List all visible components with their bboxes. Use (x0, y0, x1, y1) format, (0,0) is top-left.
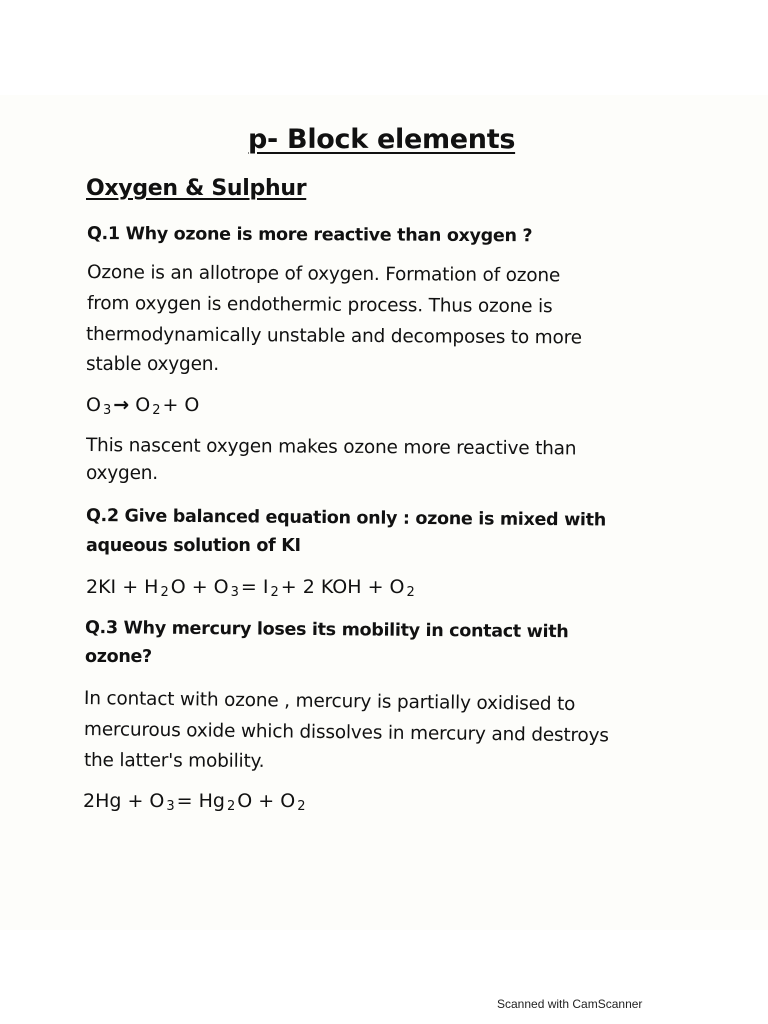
section-heading: Oxygen & Sulphur (86, 176, 307, 201)
eq2-sub-2: 3 (230, 585, 239, 600)
equation-1 (86, 394, 199, 416)
answer-3-line-2: mercurous oxide which dissolves in mercury and destroys (83, 719, 609, 747)
question-2-line-1: Q.2 Give balanced equation only : ozone is mixed with (85, 506, 606, 531)
eq3-sub-2: 2 (226, 799, 236, 814)
answer-1-line-2: from oxygen is endothermic process. Thus ozone is (86, 293, 553, 318)
eq2-sub-1: 2 (160, 585, 169, 600)
eq3-sub-3: 2 (297, 799, 306, 814)
scanner-watermark: Scanned with CamScanner (497, 997, 643, 1011)
eq2-sub-4: 2 (406, 585, 415, 600)
eq3-part-2: = Hg (176, 790, 225, 812)
page-title: p- Block elements (248, 124, 516, 155)
answer-3-line-1: In contact with ozone , mercury is partially oxidised to (83, 688, 576, 716)
question-3-line-2: ozone? (85, 647, 152, 667)
question-1: Q.1 Why ozone is more reactive than oxygen ? (86, 224, 533, 247)
eq2-part-4: + 2 KOH + O (280, 576, 405, 598)
eq3-part-3: O + O (237, 790, 296, 812)
eq1-o3: O (86, 394, 101, 416)
answer-3-line-3: the latter's mobility. (83, 750, 265, 772)
answer-1-line-1: Ozone is an allotrope of oxygen. Formation of ozone (86, 262, 561, 287)
eq1-o2: O (135, 394, 151, 416)
eq1-o2-sub: 2 (152, 403, 161, 418)
eq2-part-1: 2KI + H (86, 576, 159, 598)
equation-3 (83, 790, 307, 812)
followup-1-line-2: oxygen. (86, 463, 158, 484)
arrow-icon: → (113, 394, 130, 416)
eq2-part-2: O + O (170, 576, 229, 598)
answer-1-line-3: thermodynamically unstable and decomposes to more (85, 324, 582, 349)
eq2-sub-3: 2 (270, 585, 279, 600)
eq2-part-3: = I (240, 576, 269, 598)
eq1-o3-sub: 3 (102, 403, 112, 418)
equation-2 (86, 576, 417, 598)
answer-1-line-4: stable oxygen. (86, 354, 219, 375)
eq3-part-1: 2Hg + O (83, 790, 165, 812)
eq3-sub-1: 3 (166, 799, 175, 814)
eq1-rest: + O (162, 394, 200, 416)
question-2-line-2: aqueous solution of KI (86, 536, 301, 556)
question-3-line-1: Q.3 Why mercury loses its mobility in contact with (84, 618, 569, 643)
followup-1-line-1: This nascent oxygen makes ozone more reactive than (85, 435, 577, 460)
